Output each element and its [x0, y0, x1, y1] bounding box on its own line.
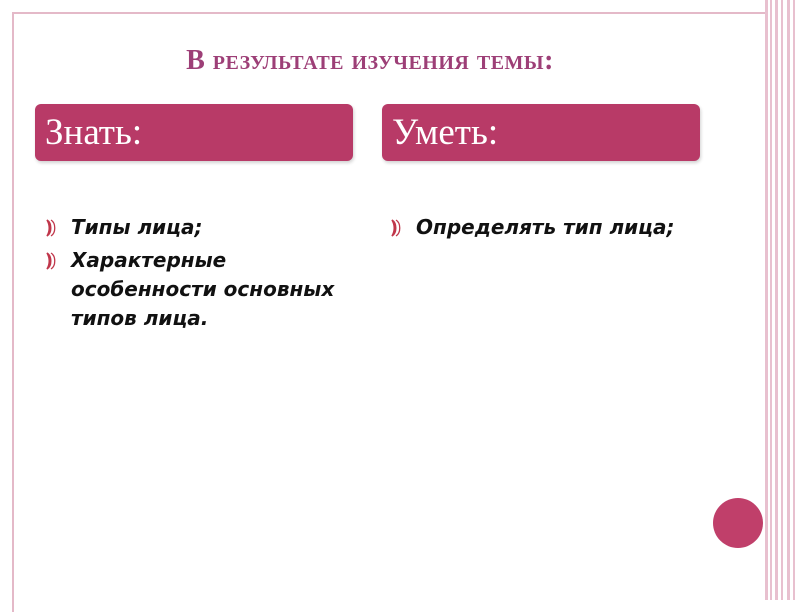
curved-bullet-icon	[44, 252, 58, 270]
circle-decor	[713, 498, 763, 548]
stripe	[787, 0, 790, 600]
can-list	[389, 213, 689, 246]
stripe	[775, 0, 778, 600]
curved-bullet-icon	[389, 219, 403, 237]
stripe	[781, 0, 783, 600]
header-know: Знать:	[35, 104, 353, 161]
list-item	[44, 213, 344, 242]
stripe	[770, 0, 772, 600]
know-list	[44, 213, 344, 337]
page-title: В результате изучения темы:	[186, 45, 554, 76]
list-item-text: Характерные особенности основных типов лица.	[71, 248, 335, 330]
list-item-text: Типы лица;	[71, 215, 203, 239]
curved-bullet-icon	[44, 219, 58, 237]
stripe	[793, 0, 795, 600]
right-stripes	[765, 0, 800, 600]
list-item-text: Определять тип лица;	[416, 215, 675, 239]
list-item	[44, 246, 344, 333]
header-can: Уметь:	[382, 104, 700, 161]
list-item	[389, 213, 689, 242]
stripe	[765, 0, 768, 600]
